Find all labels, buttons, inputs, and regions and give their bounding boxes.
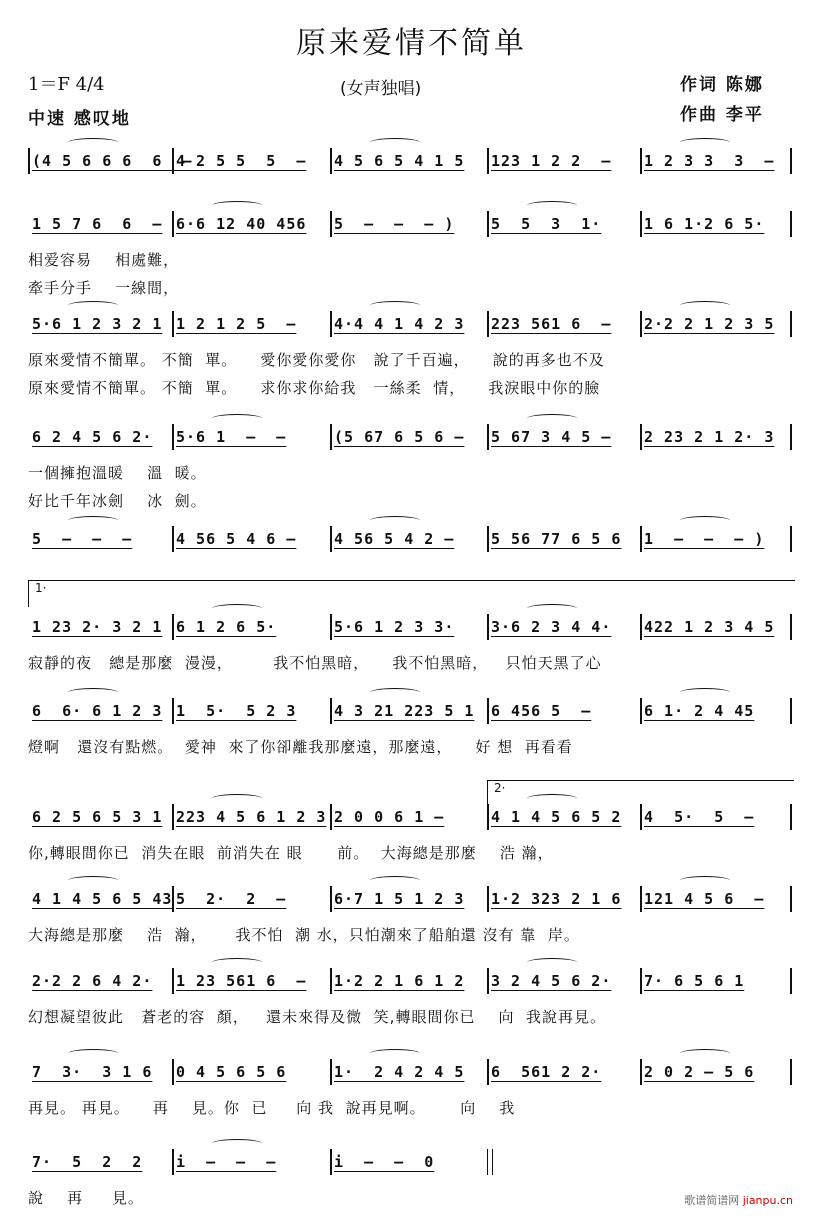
slur [68,301,118,310]
measure: 1 2 1 2 5 – [176,315,297,333]
bar-line [640,698,642,724]
measure: 1 5· 5 2 3 [176,702,297,720]
measure: 5 – – – ) [334,215,455,233]
measure: 6 456 5 – [491,702,592,720]
measure: 422 1 2 3 4 5 [644,618,775,636]
slur [212,1139,262,1148]
watermark [684,1192,793,1208]
lyric-line: 相爱容易 相處難， [28,251,180,269]
measure: 5 2· 2 – [176,890,287,908]
bar-line [330,1149,332,1175]
bar-line [330,614,332,640]
bar-line [330,424,332,450]
lyric-line: 你,轉眼間你已 消失在眼 前消失在 眼 前。 大海總是那麼 浩 瀚， [28,844,554,862]
second-ending: 2· [487,780,794,807]
slur [68,516,118,525]
slur [527,414,577,423]
bar-line [640,886,642,912]
lyric-line: 說 再 見。 [28,1189,144,1207]
measure: 4 1 4 5 6 5 2 [491,808,622,826]
watermark-site: 歌谱简谱网 [684,1194,740,1207]
bar-line [330,804,332,830]
bar-line [172,614,174,640]
measure: 5 67 3 4 5 – [491,428,612,446]
bar-line [28,148,30,174]
bar-line [172,1059,174,1085]
slur [680,688,730,697]
measure: 4 56 5 4 2 – [334,530,455,548]
measure: 6·6 12 40 456 [176,215,307,233]
measure: 0 4 5 6 5 6 [176,1063,287,1081]
slur [212,201,262,210]
slur [212,958,262,967]
bar-line [790,148,792,174]
bar-line [640,311,642,337]
measure: 6 1· 2 4 45 [644,702,755,720]
bar-line [487,311,489,337]
measure: 6 561 2 2· [491,1063,602,1081]
bar-line [790,968,792,994]
slur [680,876,730,885]
measure: 5 5 3 1· [491,215,602,233]
voice-type: (女声独唱) [340,79,422,99]
bar-line [172,968,174,994]
measure: 7· 6 5 6 1 [644,972,745,990]
bar-line [172,1149,174,1175]
bar-line [640,804,642,830]
measure: 4 1 4 5 6 5 43 [32,890,173,908]
measure: 1· 2 4 2 4 5 [334,1063,465,1081]
measure: i – – – [176,1153,277,1171]
slur [370,876,420,885]
bar-line [640,526,642,552]
bar-line [790,1059,792,1085]
bar-line [640,424,642,450]
bar-line [330,1059,332,1085]
bar-line [790,211,792,237]
measure: 1·2 323 2 1 6 [491,890,622,908]
bar-line [790,311,792,337]
bar-line [172,526,174,552]
measure: 7 3· 3 1 6 [32,1063,153,1081]
bar-line [487,526,489,552]
lyric-line: 幻想凝望彼此 蒼老的容 顏， 還未來得及微 笑,轉眼間你已 向 我說再見。 [28,1008,607,1026]
slur [212,794,262,803]
measure: 1 – – – ) [644,530,765,548]
measure: 3·6 2 3 4 4· [491,618,612,636]
bar-line [640,614,642,640]
slur [68,876,118,885]
bar-line [330,211,332,237]
bar-line [487,968,489,994]
lyric-line: 寂靜的夜 總是那麼 漫漫， 我不怕黑暗， 我不怕黑暗， 只怕天黑了心 [28,654,602,672]
measure: 5·6 1 – – [176,428,287,446]
measure: 6 2 4 5 6 2· [32,428,153,446]
lyric-line: 原來愛情不簡單。 不簡 單。 愛你愛你愛你 說了千百遍， 說的再多也不及 [28,351,605,369]
bar-line [487,698,489,724]
measure: 223 4 5 6 1 2 3 [176,808,327,826]
slur [212,414,262,423]
measure: 4·4 4 1 4 2 3 [334,315,465,333]
bar-line [172,311,174,337]
lyric-line: 原來愛情不簡單。 不簡 單。 求你求你給我 一絲柔 情， 我淚眼中你的臉 [28,379,601,397]
bar-line [330,968,332,994]
measure: 4 5· 5 – [644,808,755,826]
bar-line [790,526,792,552]
measure: 7· 5 2 2 [32,1153,143,1171]
measure: 2 23 2 1 2· 3 [644,428,775,446]
slur [680,1049,730,1058]
bar-line [487,614,489,640]
bar-line [172,424,174,450]
slur [370,301,420,310]
measure: 5·6 1 2 3 2 1 [32,315,163,333]
measure: (4 5 6 6 6 6 – [32,152,193,170]
measure: 1 23 561 6 – [176,972,307,990]
slur [370,138,420,147]
slur [68,1049,118,1058]
lyric-line: 再見。 再見。 再 見。你 已 向 我 說再見啊。 向 我 [28,1099,516,1117]
bar-line [487,886,489,912]
measure: (5 67 6 5 6 – [334,428,465,446]
measure: 3 2 4 5 6 2· [491,972,612,990]
measure: 6·7 1 5 1 2 3 [334,890,465,908]
lyric-line: 一個擁抱溫暖 溫 暖。 [28,464,207,482]
song-title: 原来爱情不简单 [296,26,527,61]
measure: 6 1 2 6 5· [176,618,277,636]
bar-line [790,804,792,830]
slur [527,958,577,967]
measure: 4 56 5 4 6 – [176,530,297,548]
bar-line [330,148,332,174]
bar-line [487,424,489,450]
tempo-marking: 中速 感叹地 [28,109,131,129]
measure: 2 0 0 6 1 – [334,808,445,826]
measure: 1·2 2 1 6 1 2 [334,972,465,990]
bar-line [330,886,332,912]
key-signature: 1＝F 4/4 [28,74,105,95]
slur [680,301,730,310]
measure: 2 0 2 – 5 6 [644,1063,755,1081]
slur [680,138,730,147]
measure: 1 2 3 3 3 – [644,152,775,170]
bar-line [172,211,174,237]
measure: i – – 0 [334,1153,435,1171]
bar-line [790,886,792,912]
lyric-line: 牽手分手 一線間， [28,279,180,297]
measure: 1 6 1·2 6 5· [644,215,765,233]
lyric-line: 大海總是那麼 浩 瀚， 我不怕 潮 水，只怕潮來了船舶還 沒有 靠 岸。 [28,926,580,944]
measure: 4 5 6 5 4 1 5 [334,152,465,170]
bar-line [172,698,174,724]
first-ending: 1· [28,580,795,607]
slur [68,688,118,697]
bar-line [487,804,489,830]
slur [370,1049,420,1058]
bar-line [330,526,332,552]
bar-line [487,148,489,174]
measure: 4 3 21 223 5 1 [334,702,475,720]
bar-line [330,311,332,337]
bar-line [640,1059,642,1085]
lyric-line: 好比千年冰劍 冰 劍。 [28,492,207,510]
measure: 5 – – – [32,530,133,548]
slur [370,516,420,525]
measure: 223 561 6 – [491,315,612,333]
measure: 6 6· 6 1 2 3 [32,702,163,720]
bar-line [487,211,489,237]
measure: 2·2 2 6 4 2· [32,972,153,990]
bar-line [487,1059,489,1085]
measure: 4 2 5 5 5 – [176,152,307,170]
bar-line [640,211,642,237]
bar-line [790,614,792,640]
slur [680,516,730,525]
lyric-line: 燈啊 還沒有點燃。 愛神 來了你卻離我那麼遠，那麼遠， 好 想 再看看 [28,738,573,756]
bar-line [790,424,792,450]
slur [68,138,118,147]
slur [527,201,577,210]
bar-line [172,804,174,830]
bar-line [640,968,642,994]
measure: 2·2 2 1 2 3 5 [644,315,775,333]
bar-line [790,698,792,724]
bar-line [487,1149,493,1175]
slur [370,688,420,697]
bar-line [330,698,332,724]
bar-line [640,148,642,174]
measure: 5 56 77 6 5 6 [491,530,622,548]
watermark-url: jianpu.cn [742,1194,793,1207]
lyricist: 作词 陈娜 [680,75,764,95]
measure: 1 23 2· 3 2 1 [32,618,163,636]
composer: 作曲 李平 [680,105,764,125]
measure: 6 2 5 6 5 3 1 [32,808,163,826]
measure: 5·6 1 2 3 3· [334,618,455,636]
measure: 123 1 2 2 – [491,152,612,170]
measure: 1 5 7 6 6 – [32,215,163,233]
measure: 121 4 5 6 – [644,890,765,908]
